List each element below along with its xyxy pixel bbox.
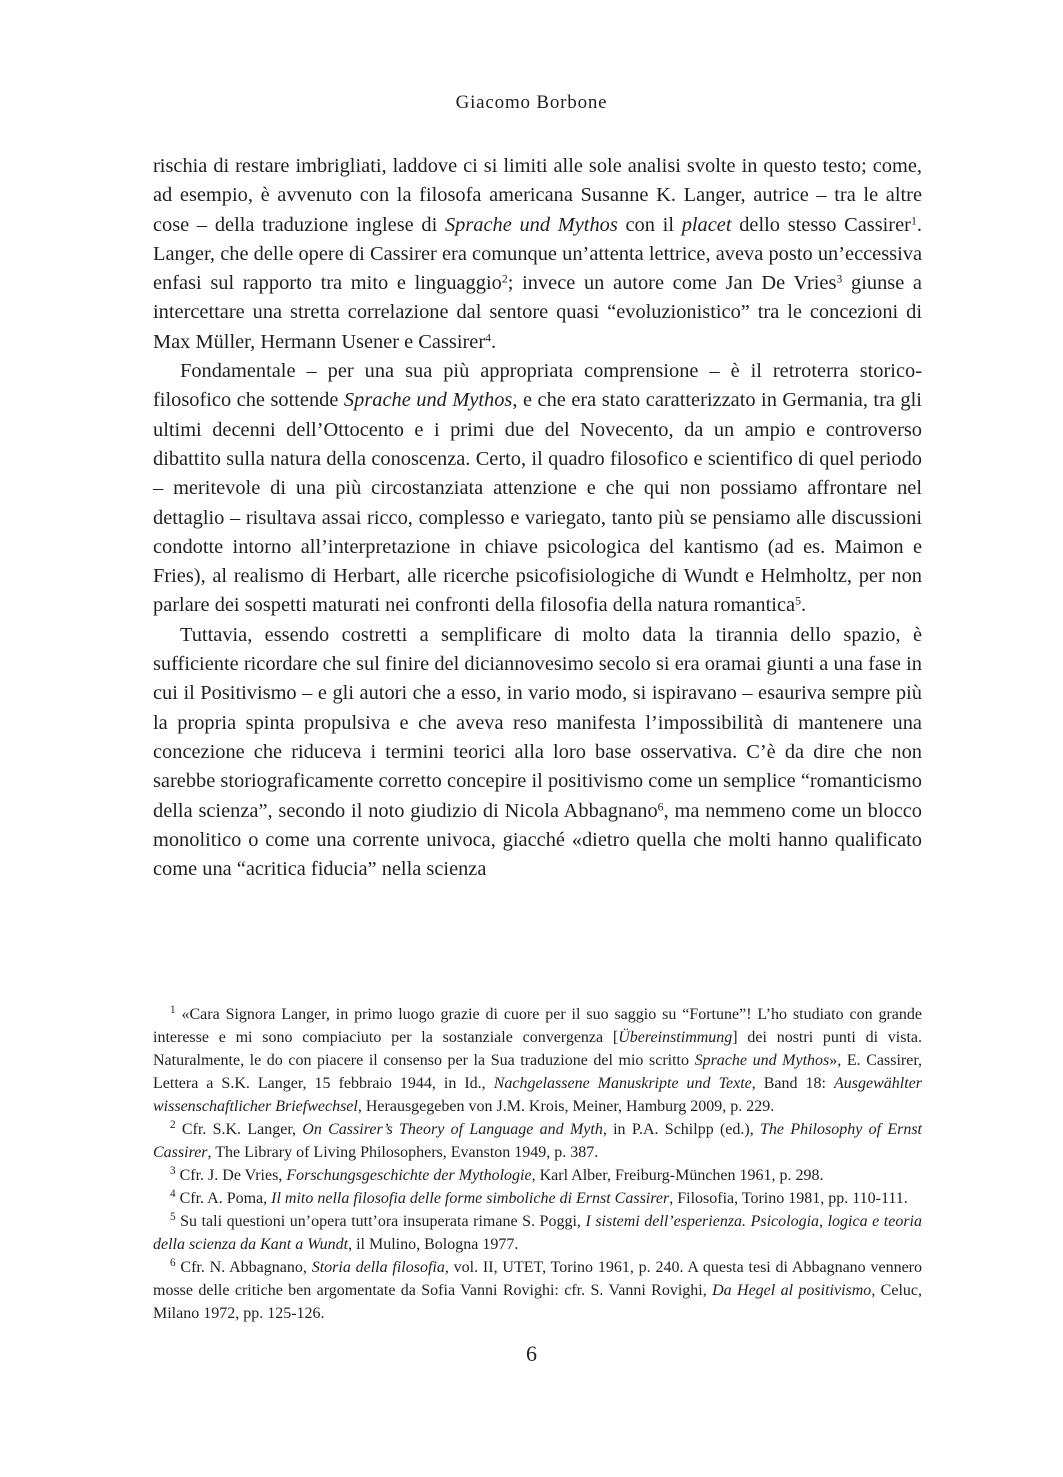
- text-span: , vol. II, UTET, Torino 1961, p. 240. A questa tesi di Abbagnano vennero mosse delle critiche ben argomentate da Sofia Vanni Rovighi: cfr. S. Vanni Rovighi,: [153, 1259, 923, 1299]
- italic-title: I sistemi dell’esperienza. Psicologia, logica e teoria della scienza da Kant a Wundt: [153, 1213, 922, 1253]
- footnote-1: [153, 1003, 922, 1118]
- text-span: , Band 18:: [751, 1075, 835, 1092]
- footnote-ref-4[interactable]: 4: [485, 330, 492, 345]
- italic-title: Ausgewählter wissenschaftlicher Briefwechsel: [153, 1075, 923, 1115]
- main-text: [153, 152, 922, 884]
- footnote-number: 2: [170, 1118, 176, 1131]
- text-span: , The Library of Living Philosophers, Evanston 1949, p. 387.: [207, 1144, 599, 1161]
- footnote-number: 4: [170, 1187, 176, 1200]
- italic-title: Sprache und Mythos: [343, 389, 513, 412]
- text-span: , il Mulino, Bologna 1977.: [348, 1236, 519, 1253]
- footnotes: [153, 1003, 922, 1325]
- footnote-3: [153, 1164, 922, 1187]
- footnote-number: 6: [170, 1256, 176, 1269]
- text-span: Cfr. A. Poma,: [175, 1190, 272, 1207]
- italic-title: Nachgelassene Manuskripte und Texte: [493, 1075, 752, 1092]
- text-span: Cfr. S.K. Langer,: [175, 1121, 303, 1138]
- running-header: Giacomo Borbone: [455, 92, 608, 113]
- footnote-ref-5[interactable]: 5: [795, 593, 801, 608]
- footnote-5: [153, 1210, 922, 1256]
- footnote-ref-3[interactable]: 3: [836, 271, 843, 286]
- italic-title: Il mito nella filosofia delle forme simboliche di Ernst Cassirer: [271, 1190, 670, 1207]
- text-span: , Karl Alber, Freiburg-München 1961, p. 298.: [531, 1167, 824, 1184]
- text-span: Cfr. J. De Vries,: [175, 1167, 287, 1184]
- text-span: , in P.A. Schilpp (ed.),: [602, 1121, 761, 1138]
- text-span: con il: [617, 213, 682, 236]
- italic-title: Forschungsgeschichte der Mythologie: [286, 1167, 532, 1184]
- footnote-number: 5: [170, 1210, 176, 1223]
- footnote-2: [153, 1118, 922, 1164]
- footnote-4: [153, 1187, 922, 1210]
- text-span: , ma nemmeno come un blocco monolitico o come una corrente univoca, giacché «dietro quella che molti hanno qualificato come una “acritica fiducia” nella scienza: [153, 799, 922, 881]
- text-span: Su tali questioni un’opera tutt’ora insuperata rimane S. Poggi,: [175, 1213, 586, 1230]
- text-span: .: [491, 330, 497, 353]
- text-span: », E. Cassirer, Lettera a S.K. Langer, 15 febbraio 1944, in Id.,: [153, 1052, 923, 1092]
- page-number: 6: [526, 1341, 537, 1366]
- footnote-ref-2[interactable]: 2: [501, 271, 508, 286]
- footnote-6: [153, 1256, 922, 1325]
- italic-title: Da Hegel al positivismo: [712, 1282, 872, 1299]
- italic-title: The Philosophy of Ernst Cassirer: [153, 1121, 922, 1161]
- text-span: , Herausgegeben von J.M. Krois, Meiner, Hamburg 2009, p. 229.: [357, 1098, 775, 1115]
- text-span: Fondamentale – per una sua più appropriata comprensione – è il retroterra storico-filosofico che sottende: [153, 360, 922, 412]
- text-span: giunse a intercettare una stretta correlazione dal sentore quasi “evoluzionistico” tra le concezioni di Max Müller, Hermann Usener e Cassirer: [153, 272, 922, 353]
- text-span: rischia di restare imbrigliati, laddove ci si limiti alle sole analisi svolte in questo testo; come, ad esempio, è avvenuto con la filosofa americana Susanne K. Langer, autrice – tra le altre cose – della traduzione inglese di: [153, 155, 922, 236]
- footnote-ref-1[interactable]: 1: [910, 213, 917, 228]
- text-span: ; invece un autore come Jan De Vries: [507, 272, 837, 295]
- italic-term: placet: [681, 213, 732, 236]
- italic-term: Übereinstimmung: [618, 1029, 733, 1046]
- footnote-number: 3: [170, 1164, 176, 1177]
- italic-title: Sprache und Mythos: [694, 1052, 830, 1069]
- paragraph-1: [153, 152, 922, 357]
- text-span: Cfr. N. Abbagnano: [175, 1259, 303, 1276]
- text-span: , Celuc, Milano 1972, pp. 125-126.: [153, 1282, 923, 1322]
- footnote-ref-6[interactable]: 6: [657, 799, 664, 814]
- italic-title: On Cassirer’s Theory of Language and Myth: [302, 1121, 603, 1138]
- italic-title: Sprache und Mythos: [444, 213, 618, 236]
- text-span: Tuttavia, essendo costretti a semplificare di molto data la tirannia dello spazio, è sufficiente ricordare che sul finire del diciannovesimo secolo si era oramai giunti a una fase in cui il Positivismo – e gli autori che a esso, in vario modo, si ispiravano – esauriva sempre più la propria spinta propulsiva e che aveva reso manifesta l’impossibilità di mantenere una concezione che riduceva i termini teorici alla loro base osservativa. C’è da dire che non sarebbe storiograficamente corretto concepire il positivismo come un semplice “romanticismo della scienza”, secondo il noto giudizio di Nicola Abbagnano: [153, 623, 922, 822]
- text-span: «Cara Signora Langer, in primo luogo grazie di cuore per il suo saggio su “Fortune”! L’ho studiato con grande interesse e mi sono compiaciuto per la sostanziale convergenza [: [153, 1006, 922, 1046]
- paragraph-3: [153, 621, 922, 885]
- paragraph-2: [153, 357, 922, 621]
- text-span: ] dei nostri punti di vista. Naturalmente, le do con piacere il consenso per la Sua traduzione del mio scritto: [153, 1029, 923, 1069]
- text-span: . Langer, che delle opere di Cassirer era comunque un’attenta lettrice, aveva posto un’eccessiva enfasi sul rapporto tra mito e linguaggio: [153, 213, 922, 295]
- text-span: , Filosofia, Torino 1981, pp. 110-111.: [669, 1190, 908, 1207]
- text-span: dello stesso Cassirer: [731, 213, 911, 236]
- italic-title: , Storia della filosofia: [302, 1259, 445, 1276]
- text-span: .: [800, 594, 807, 617]
- footnote-number: 1: [170, 1003, 176, 1016]
- text-span: , e che era stato caratterizzato in Germania, tra gli ultimi decenni dell’Ottocento e i primi due del Novecento, da un ampio e controverso dibattito sulla natura della conoscenza. Certo, il quadro filosofico e scientifico di quel periodo – meritevole di una più circostanziata attenzione e che qui non possiamo affrontare nel dettaglio – risultava assai ricco, complesso e variegato, tanto più se pensiamo alle discussioni condotte intorno all’interpretazione in chiave psicologica del kantismo (ad es. Maimon e Fries), al realismo di Herbart, alle ricerche psicofisiologiche di Wundt e Helmholtz, per non parlare dei sospetti maturati nei confronti della filosofia della natura romantica: [153, 389, 922, 617]
